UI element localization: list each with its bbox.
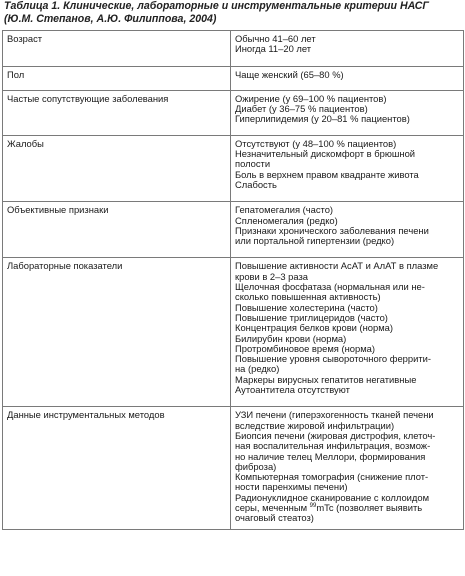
criteria-table-body — [3, 31, 464, 530]
value-cell — [231, 31, 464, 67]
value-line: Чаще женский (65–80 %) — [235, 68, 344, 80]
value-line: Билирубин крови (норма) — [235, 332, 347, 344]
value-line: очаговый стеатоз) — [235, 512, 314, 524]
value-line: Протромбиновое время (норма) — [235, 342, 375, 354]
value-line: УЗИ печени (гиперэхогенность тканей печени — [235, 409, 434, 421]
value-line: Компьютерная томография (снижение плот- — [235, 471, 429, 483]
value-line: Щелочная фосфатаза (нормальная или не- — [235, 281, 425, 293]
criteria-table — [2, 30, 464, 530]
value-line: Повышение холестерина (часто) — [235, 301, 378, 313]
table-row — [3, 258, 464, 407]
value-line: Радионуклидное сканирование с коллоидом — [235, 491, 430, 503]
value-line: Аутоантитела отсутствуют — [235, 384, 350, 396]
value-line: Иногда 11–20 лет — [235, 43, 312, 55]
criterion-cell — [3, 202, 231, 258]
criterion-cell — [3, 135, 231, 201]
value-line: Повышение триглицеридов (часто) — [235, 311, 388, 323]
isotope-text-after: mTc (позволяет выявить — [316, 501, 423, 513]
criterion-label: Частые сопутствующие заболевания — [7, 92, 169, 104]
value-line: сколько повышенная активность) — [235, 291, 381, 303]
value-cell — [231, 90, 464, 135]
table-row — [3, 66, 464, 90]
table-row — [3, 31, 464, 67]
criterion-label: Жалобы — [7, 137, 44, 149]
criterion-cell — [3, 31, 231, 67]
value-line: фиброза) — [235, 460, 277, 472]
value-line: Повышение активности АсАТ и АлАТ в плазме — [235, 260, 439, 272]
value-line: Концентрация белков крови (норма) — [235, 322, 394, 334]
criterion-label: Лабораторные показатели — [7, 260, 123, 272]
value-line: но наличие телец Меллори, формирования — [235, 450, 426, 462]
caption-title: Таблица 1. Клинические, лабораторные и инструментальные критерии НАСГ — [4, 0, 429, 12]
value-line: Диабет (у 36–75 % пациентов) — [235, 103, 368, 115]
value-line: Боль в верхнем правом квадранте живота — [235, 168, 419, 180]
criterion-label: Объективные признаки — [7, 204, 109, 216]
value-line: Биопсия печени (жировая дистрофия, клеточ- — [235, 429, 436, 441]
value-cell — [231, 258, 464, 407]
criterion-cell — [3, 90, 231, 135]
caption-authors: (Ю.М. Степанов, А.Ю. Филиппова, 2004) — [4, 12, 217, 25]
value-cell — [231, 66, 464, 90]
value-cell — [231, 202, 464, 258]
value-line: Незначительный дискомфорт в брюшной — [235, 148, 416, 160]
table-row — [3, 90, 464, 135]
value-line: Отсутствуют (у 48–100 % пациентов) — [235, 137, 397, 149]
value-line: Гепатомегалия (часто) — [235, 204, 334, 216]
value-line: Повышение уровня сывороточного феррити- — [235, 353, 431, 365]
value-line: или портальной гипертензии (редко) — [235, 235, 395, 247]
value-line: Обычно 41–60 лет — [235, 33, 316, 44]
table-caption — [4, 0, 462, 25]
table-row — [3, 135, 464, 201]
value-line: крови в 2–3 раза — [235, 270, 309, 282]
table-row — [3, 407, 464, 529]
criterion-label: Данные инструментальных методов — [7, 409, 165, 421]
criterion-cell — [3, 66, 231, 90]
value-cell — [231, 135, 464, 201]
isotope-mass-number: 99 — [309, 502, 317, 509]
isotope-text-before: серы, меченным — [235, 501, 310, 513]
criterion-label: Возраст — [7, 33, 43, 44]
value-line: полости — [235, 158, 271, 170]
value-line: Слабость — [235, 178, 277, 190]
criterion-cell — [3, 407, 231, 529]
criterion-cell — [3, 258, 231, 407]
value-line: Ожирение (у 69–100 % пациентов) — [235, 92, 387, 104]
value-line: Признаки хронического заболевания печени — [235, 224, 429, 236]
table-row — [3, 202, 464, 258]
value-line: ности паренхимы печени) — [235, 481, 348, 493]
value-line: Гиперлипидемия (у 20–81 % пациентов) — [235, 113, 410, 125]
criterion-label: Пол — [7, 68, 25, 80]
value-line: Маркеры вирусных гепатитов негативные — [235, 373, 417, 385]
value-line: вследствие жировой инфильтрации) — [235, 419, 395, 431]
value-line: Спленомегалия (редко) — [235, 214, 338, 226]
value-line: на (редко) — [235, 363, 280, 375]
value-cell — [231, 407, 464, 529]
value-line: ная воспалительная инфильтрация, возмож- — [235, 440, 431, 452]
